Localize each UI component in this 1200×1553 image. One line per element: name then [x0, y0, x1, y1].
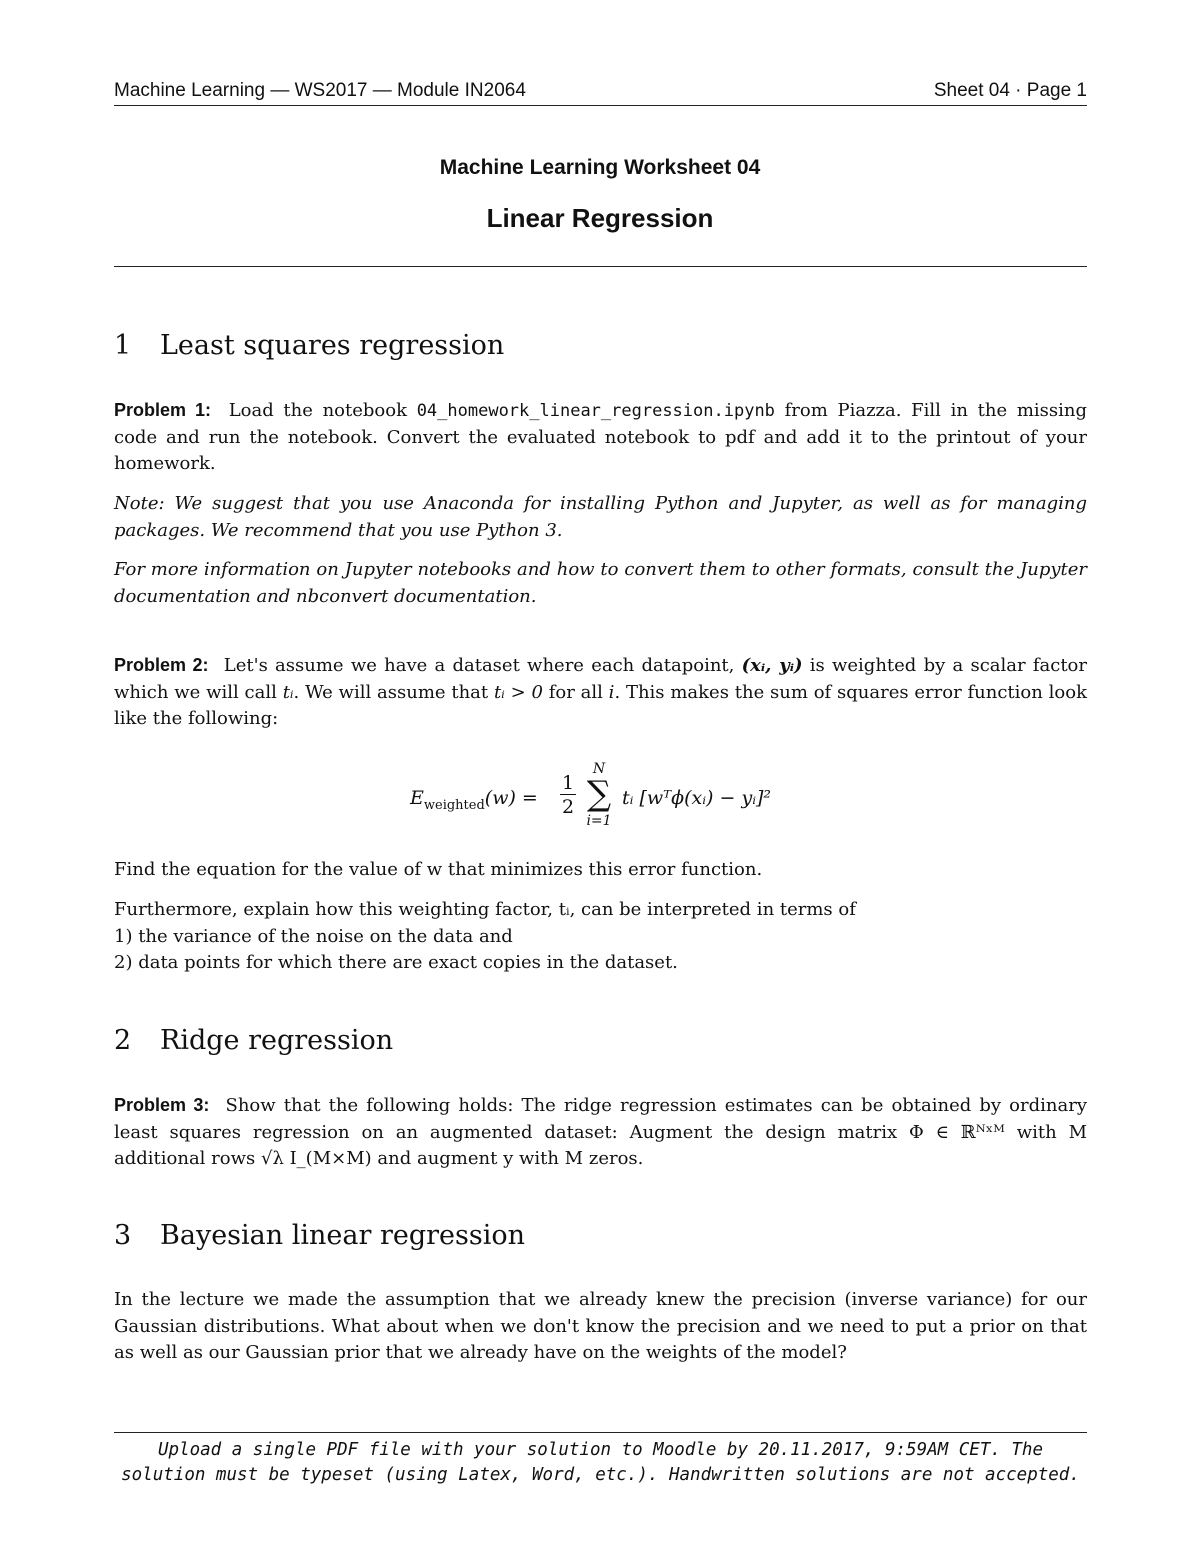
- section-heading-1: [114, 330, 504, 361]
- sum-upper-limit: N: [592, 761, 606, 777]
- section-number: 2: [114, 1025, 132, 1056]
- problem-text: . We will assume that: [293, 681, 494, 703]
- section-number: 1: [114, 330, 132, 361]
- problem-label: Problem 2:: [114, 655, 209, 675]
- problem-text: . This makes the sum of squares error function look like the following:: [114, 681, 1087, 729]
- problem-label: Problem 1:: [114, 400, 211, 420]
- footer-rule: [114, 1432, 1087, 1433]
- sum-lower-limit: i=1: [586, 813, 612, 829]
- section-title: Bayesian linear regression: [160, 1220, 526, 1251]
- section-number: 3: [114, 1220, 132, 1251]
- title-rule: [114, 266, 1087, 267]
- list-item: 1) the variance of the noise on the data and: [114, 925, 513, 947]
- problem-text: is weighted by a scalar factor which we will call: [114, 655, 1087, 703]
- running-header: [114, 80, 1087, 102]
- problem-1-note: Note: We suggest that you use Anaconda for installing Python and Jupyter, as well as for managing packages. We recommend that you use Python 3.: [114, 493, 1087, 541]
- section-3-text: In the lecture we made the assumption that we already knew the precision (inverse variance) for our Gaussian distributions. What about when we don't know the precision and we need to put a prior on that as well as our Gaussian prior that we already have on the weights of the model?: [114, 1289, 1087, 1363]
- section-title: Ridge regression: [160, 1025, 394, 1056]
- problem-text: Let's assume we have a dataset where each datapoint,: [223, 655, 742, 676]
- header-rule: [114, 105, 1087, 106]
- header-page-number: Sheet 04 · Page 1: [933, 80, 1087, 101]
- section-heading-3: [114, 1220, 525, 1251]
- problem-text: from Piazza. Fill in the missing code and run the notebook. Convert the evaluated notebook to pdf and add it to the printout of your homework.: [114, 400, 1087, 474]
- list-item: 2) data points for which there are exact copies in the dataset.: [114, 952, 678, 973]
- math-inequality: tᵢ > 0: [493, 681, 543, 703]
- equation-fraction: [560, 772, 576, 819]
- equation-rhs: tᵢ [wᵀϕ(xᵢ) − yᵢ]²: [622, 787, 772, 809]
- equation-subscript: weighted: [423, 797, 485, 813]
- sigma-icon: ∑: [586, 774, 612, 814]
- problem-3: [114, 1092, 1087, 1173]
- worksheet-title: Machine Learning Worksheet 04: [439, 156, 761, 179]
- problem-1: [114, 397, 1087, 478]
- problem-label: Problem 3:: [114, 1095, 210, 1115]
- equation-symbol: E: [410, 787, 424, 809]
- submission-footer: Upload a single PDF file with your solution to Moodle by 20.11.2017, 9:59AM CET. The solution must be typeset (using Latex, Word, etc.). Handwritten solutions are not accepted.: [121, 1440, 1080, 1485]
- problem-text: Load the notebook: [228, 400, 417, 421]
- problem-2-further: [114, 897, 1087, 977]
- math-pair: (xᵢ, yᵢ): [741, 655, 803, 676]
- fraction-numerator: 1: [561, 772, 575, 794]
- equation-argument: (w) =: [484, 787, 538, 809]
- further-text: Furthermore, explain how this weighting factor, tᵢ, can be interpreted in terms of: [114, 899, 856, 920]
- section-title: Least squares regression: [160, 330, 505, 361]
- section-heading-2: [114, 1025, 393, 1056]
- problem-text: for all: [542, 681, 609, 703]
- header-course: Machine Learning — WS2017 — Module IN2064: [114, 80, 526, 101]
- problem-text: Show that the following holds: The ridge regression estimates can be obtained by ordinary least squares regression on an augmented dataset: Augment the design matrix Φ ∈ ℝᴺˣᴹ with M additional rows √λ I_(M×M) and augment y with M zeros.: [114, 1095, 1087, 1169]
- notebook-filename: 04_homework_linear_regression.ipynb: [416, 401, 775, 421]
- problem-1-info: For more information on Jupyter notebooks and how to convert them to other formats, consult the Jupyter documentation and nbconvert documentation.: [114, 559, 1087, 607]
- worksheet-subtitle: Linear Regression: [486, 203, 714, 233]
- problem-2-find: Find the equation for the value of w that minimizes this error function.: [114, 859, 763, 880]
- math-weight: tᵢ: [282, 681, 294, 703]
- problem-2: [114, 652, 1087, 733]
- fraction-denominator: 2: [561, 796, 575, 818]
- equation-sum: [582, 762, 616, 830]
- equation-lhs: [410, 787, 538, 813]
- math-index: i: [608, 681, 615, 703]
- weighted-error-equation: [410, 762, 790, 842]
